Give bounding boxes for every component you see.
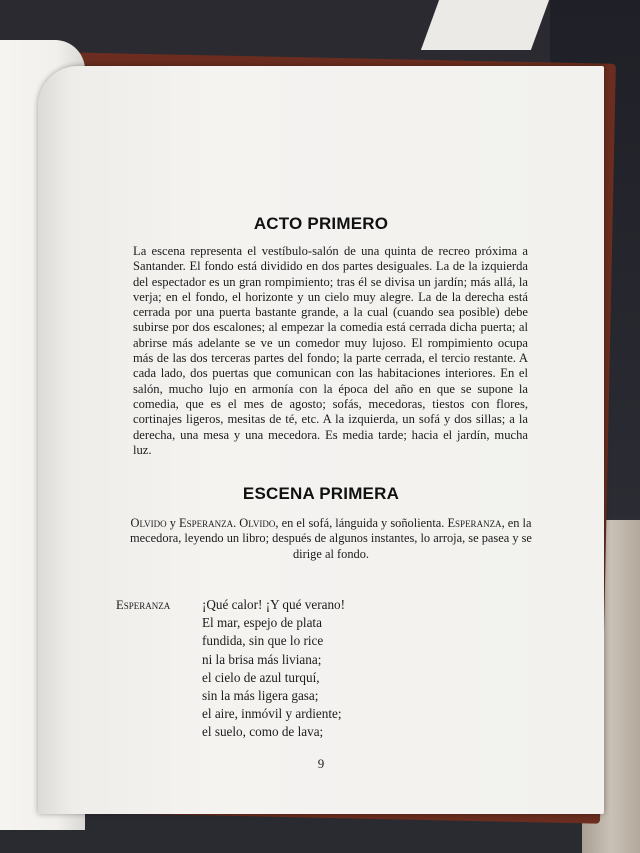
- verse-line: sin la más ligera gasa;: [202, 688, 319, 704]
- verse-line: el suelo, como de lava;: [202, 724, 324, 740]
- verse-line: El mar, espejo de plata: [202, 615, 322, 631]
- verse-line: fundida, sin que lo rice: [202, 633, 324, 649]
- scene-title: ESCENA PRIMERA: [242, 484, 400, 503]
- speaker-name: Esperanza: [116, 598, 171, 612]
- verse-line: ¡Qué calor! ¡Y qué verano!: [202, 597, 346, 612]
- book-page: [38, 66, 604, 814]
- character-name: Olvido: [130, 516, 167, 530]
- page-number: 9: [317, 756, 325, 771]
- character-name: Esperanza: [447, 516, 502, 530]
- scene-direction-text: y: [166, 516, 180, 530]
- scene-direction-text: , en el sofá, lánguida y soñolienta.: [275, 516, 448, 530]
- character-name: Olvido: [239, 516, 276, 530]
- scene-direction-text: .: [233, 516, 240, 530]
- act-title: ACTO PRIMERO: [253, 214, 389, 233]
- background-paper-sheet: [421, 0, 549, 50]
- verse-line: el aire, inmóvil y ardiente;: [202, 706, 342, 722]
- verse-line: el cielo de azul turquí,: [202, 669, 320, 685]
- verse-lines: [202, 596, 522, 742]
- stage-direction: La escena representa el vestíbulo-salón de una quinta de recreo próxima a Santander. El fondo está dividido en dos partes desiguales. La de la izquierda del espectador es un gran rompimiento; tras él se divisa un jardín; más allá, la verja; en el fondo, el horizonte y un cielo muy alegre. La de la derecha está cerrada por una puerta bastante grande, a la cual (cuando sea posible) debe subirse por dos escalones; al empezar la comedia está cerrada dicha puerta; al abrirse más adelante se ve un comedor muy lujoso. El rompimiento ocupa más de las dos terceras partes del fondo; la parte cerrada, el tercio restante. A cada lado, dos puertas que comunican con las habitaciones interiores. En el salón, mucho lujo en armonía con la época del año en que se supone la comedia, que es el mes de agosto; sofás, mecedoras, tiestos con flores, cortinajes ligeros, mesitas de té, etc. A la izquierda, un sofá y dos sillas; a la derecha, una mesa y una mecedora. Es media tarde; hacia el jardín, mucha luz.: [133, 244, 528, 457]
- scene-direction: [116, 516, 546, 562]
- verse-line: ni la brisa más liviana;: [202, 651, 322, 667]
- scene-direction-text: , en la mecedora, leyendo un libro; después de algunos instantes, lo arroja, se pasea y se dirige al fondo.: [130, 516, 532, 561]
- character-name: Esperanza: [179, 516, 234, 530]
